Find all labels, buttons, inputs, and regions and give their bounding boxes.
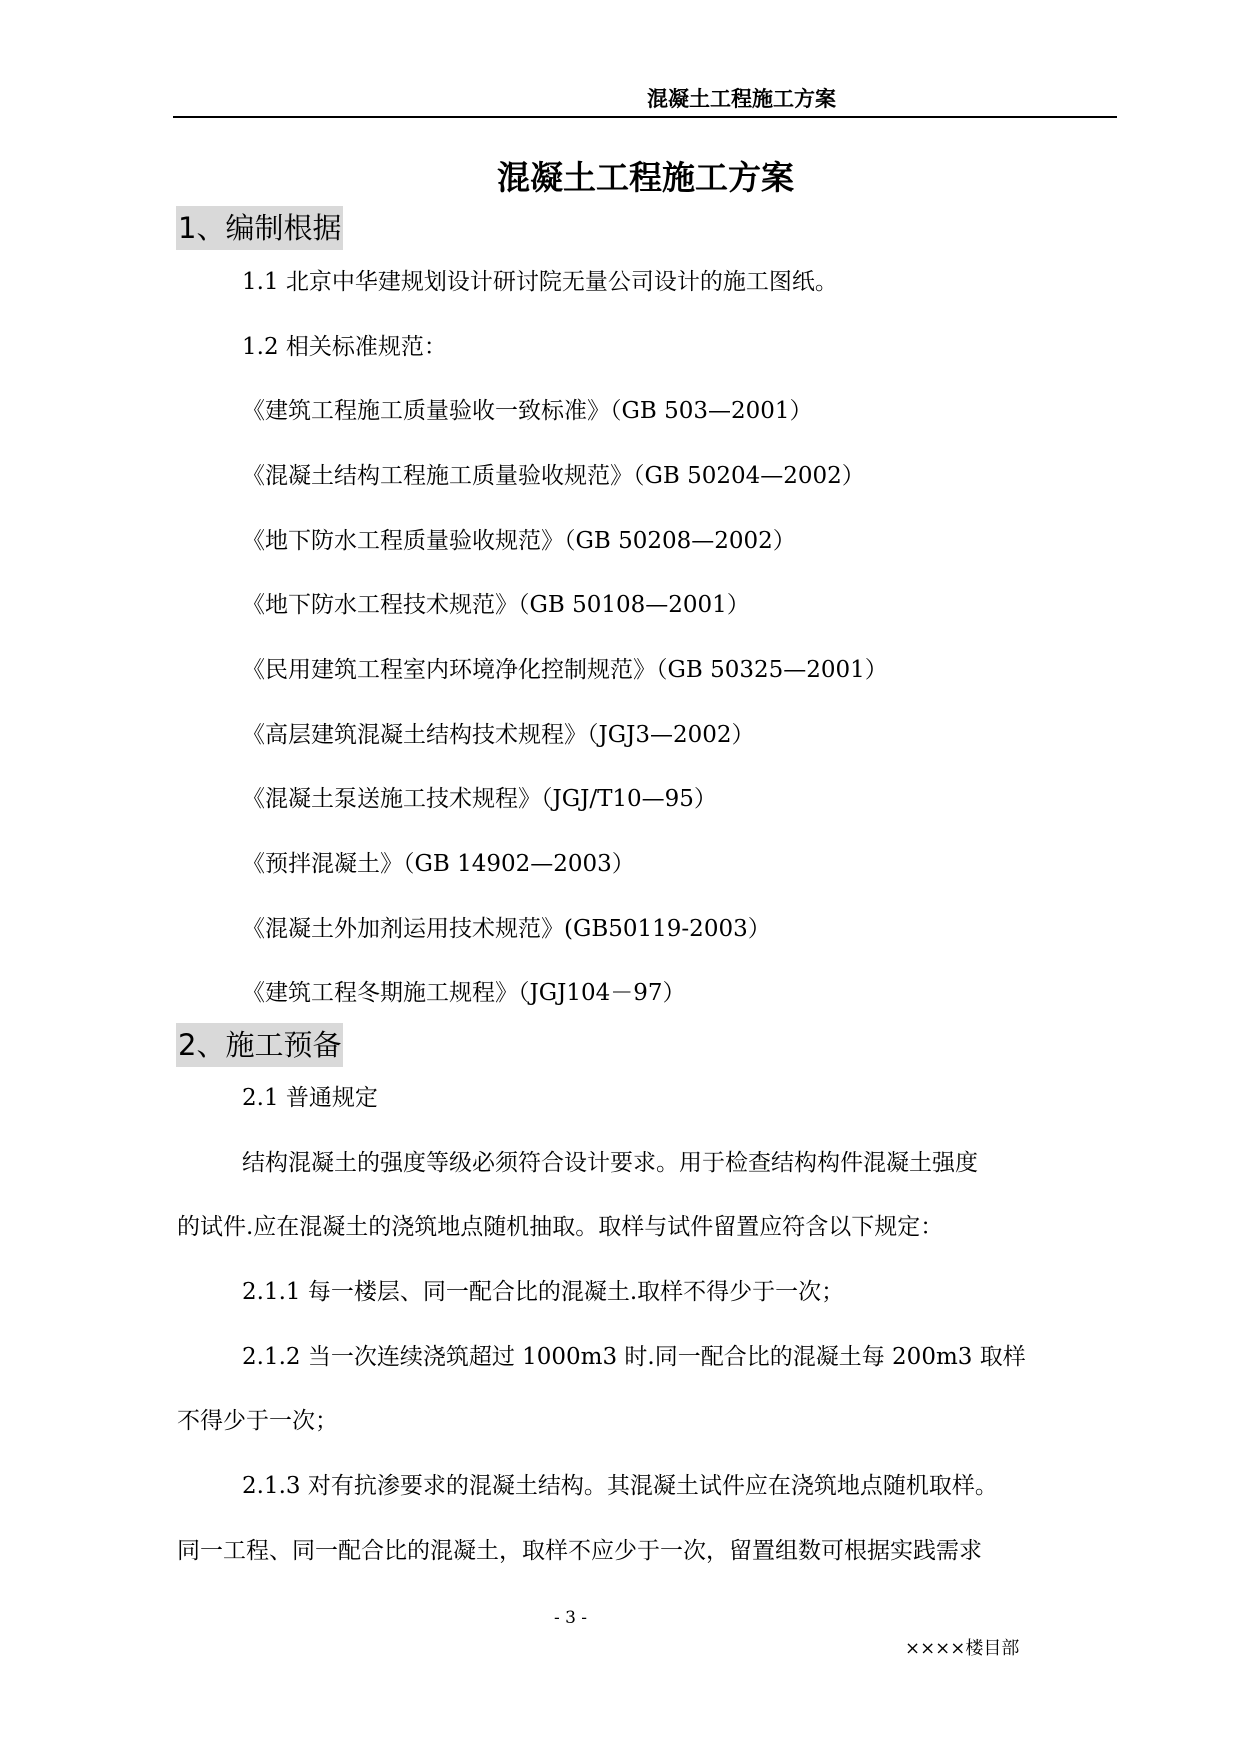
paragraph: 结构混凝土的强度等级必须符合设计要求。用于检查结构构件混凝土强度: [242, 1150, 978, 1176]
standard-reference: 《高层建筑混凝土结构技术规程》（JGJ3—2002）: [242, 722, 755, 748]
standard-reference: 《地下防水工程技术规范》（GB 50108—2001）: [242, 592, 750, 618]
paragraph: 2.1.2 当一次连续浇筑超过 1000m3 时.同一配合比的混凝土每 200m3 取样: [242, 1344, 1026, 1370]
standard-reference: 《混凝土结构工程施工质量验收规范》（GB 50204—2002）: [242, 463, 865, 489]
page-header: [173, 86, 1117, 118]
paragraph: 1.1 北京中华建规划设计研讨院无量公司设计的施工图纸。: [242, 269, 838, 295]
standard-reference: 《预拌混凝土》（GB 14902—2003）: [242, 851, 635, 877]
standard-reference: 《民用建筑工程室内环境净化控制规范》（GB 50325—2001）: [242, 657, 888, 683]
standard-reference: 《混凝土泵送施工技术规程》（JGJ/T10—95）: [242, 786, 717, 812]
standard-reference: 《建筑工程冬期施工规程》（JGJ104－97）: [242, 980, 686, 1006]
paragraph: 的试件.应在混凝土的浇筑地点随机抽取。取样与试件留置应符含以下规定：: [177, 1214, 944, 1240]
paragraph: 同一工程、同一配合比的混凝土，取样不应少于一次，留置组数可根据实践需求: [177, 1538, 982, 1564]
paragraph: 2.1.3 对有抗渗要求的混凝土结构。其混凝土试件应在浇筑地点随机取样。: [242, 1473, 998, 1499]
standard-reference: 《地下防水工程质量验收规范》（GB 50208—2002）: [242, 528, 796, 554]
subsection-heading: 2.1 普通规定: [242, 1085, 378, 1111]
paragraph: 1.2 相关标准规范：: [242, 334, 447, 360]
page-number: - 3 -: [553, 1608, 588, 1628]
standard-reference: 《建筑工程施工质量验收一致标准》（GB 503—2001）: [242, 398, 813, 424]
paragraph: 2.1.1 每一楼层、同一配合比的混凝土.取样不得少于一次；: [242, 1279, 845, 1305]
paragraph: 不得少于一次；: [177, 1408, 338, 1434]
running-title: 混凝土工程施工方案: [647, 87, 836, 111]
section-heading-2: 2、施工预备: [176, 1023, 343, 1067]
footer-department: ××××楼目部: [905, 1638, 1020, 1659]
document-title: 混凝土工程施工方案: [497, 158, 794, 197]
standard-reference: 《混凝土外加剂运用技术规范》(GB50119-2003）: [242, 916, 771, 942]
section-heading-1: 1、编制根据: [176, 206, 343, 250]
